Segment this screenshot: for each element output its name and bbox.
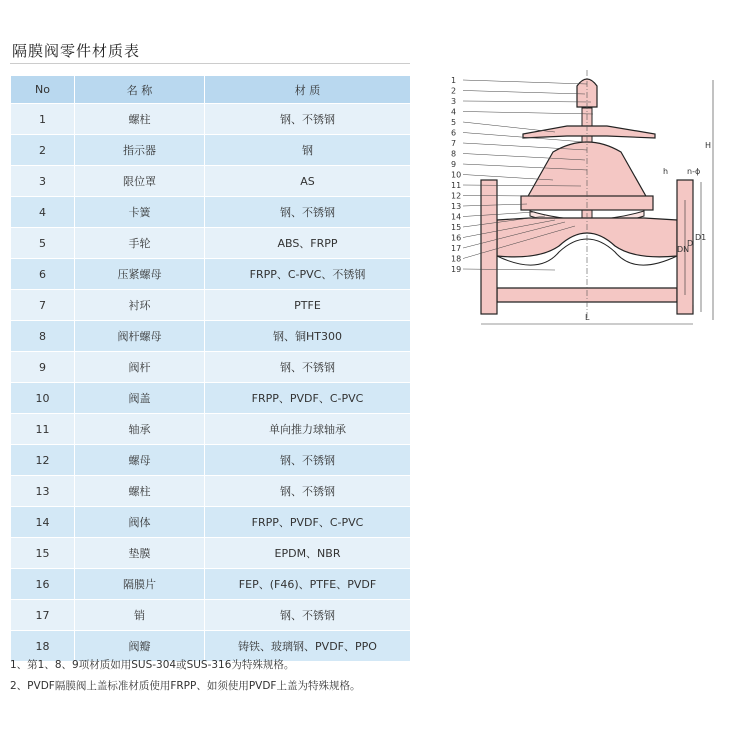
table-row <box>11 538 411 569</box>
cell-name: 压紧螺母 <box>75 259 205 290</box>
cell-no: 15 <box>11 538 75 569</box>
cell-no: 3 <box>11 166 75 197</box>
cell-material: EPDM、NBR <box>205 538 411 569</box>
dim-n-phi-label: n-ϕ <box>687 167 701 176</box>
cell-name: 手轮 <box>75 228 205 259</box>
notes <box>10 655 360 697</box>
callout-leader <box>463 101 591 102</box>
page-title: 隔膜阀零件材质表 <box>12 42 141 60</box>
callout-label: 19 <box>451 265 462 274</box>
table-row <box>11 104 411 135</box>
cell-material: 钢、不锈钢 <box>205 352 411 383</box>
valve-diagram <box>435 70 720 345</box>
table-row <box>11 352 411 383</box>
cell-no: 16 <box>11 569 75 600</box>
cell-material: 铸铁、玻璃钢、PVDF、PPO <box>205 631 411 662</box>
cell-name: 螺柱 <box>75 476 205 507</box>
table-row <box>11 414 411 445</box>
cell-name: 阀杆 <box>75 352 205 383</box>
cell-no: 13 <box>11 476 75 507</box>
cell-name: 隔膜片 <box>75 569 205 600</box>
cell-no: 9 <box>11 352 75 383</box>
dim-l-label: L <box>585 313 590 322</box>
cell-name: 垫膜 <box>75 538 205 569</box>
cell-no: 14 <box>11 507 75 538</box>
table-row <box>11 383 411 414</box>
cell-material: FEP、(F46)、PTFE、PVDF <box>205 569 411 600</box>
cell-material: AS <box>205 166 411 197</box>
cell-material: PTFE <box>205 290 411 321</box>
title-divider <box>10 63 410 64</box>
flange-left <box>481 180 497 314</box>
callout-leader <box>463 91 585 95</box>
cell-name: 阀瓣 <box>75 631 205 662</box>
cell-name: 螺柱 <box>75 104 205 135</box>
cell-material: 钢、不锈钢 <box>205 445 411 476</box>
cell-name: 卡簧 <box>75 197 205 228</box>
header-no: No <box>11 76 75 104</box>
callout-label: 12 <box>451 191 462 201</box>
table-row <box>11 507 411 538</box>
callout-label: 4 <box>451 107 457 117</box>
cell-material: FRPP、PVDF、C-PVC <box>205 507 411 538</box>
cell-no: 11 <box>11 414 75 445</box>
cell-material: 钢、不锈钢 <box>205 104 411 135</box>
callout-leader <box>463 122 555 132</box>
header-material: 材 质 <box>205 76 411 104</box>
callout-leader <box>463 212 535 217</box>
callout-label: 15 <box>451 223 462 232</box>
cell-name: 轴承 <box>75 414 205 445</box>
table-row <box>11 569 411 600</box>
cell-name: 销 <box>75 600 205 631</box>
table-row <box>11 197 411 228</box>
callout-label: 8 <box>451 149 457 159</box>
cell-name: 指示器 <box>75 135 205 166</box>
cell-no: 4 <box>11 197 75 228</box>
callout-label: 11 <box>451 181 462 190</box>
cell-no: 8 <box>11 321 75 352</box>
callout-label: 16 <box>451 233 462 243</box>
cell-no: 1 <box>11 104 75 135</box>
table-body <box>11 104 411 662</box>
dim-d1-label: D1 <box>695 233 707 242</box>
cell-no: 6 <box>11 259 75 290</box>
dim-dn-label: DN <box>677 245 690 254</box>
cell-name: 衬环 <box>75 290 205 321</box>
cell-no: 7 <box>11 290 75 321</box>
callout-label: 9 <box>451 160 457 169</box>
callout-label: 3 <box>451 97 457 106</box>
cell-material: 钢、不锈钢 <box>205 600 411 631</box>
callout-label: 18 <box>451 254 462 264</box>
callout-label: 13 <box>451 202 462 211</box>
callout-label: 2 <box>451 86 457 96</box>
dim-h-label: H <box>705 141 712 150</box>
cell-no: 5 <box>11 228 75 259</box>
materials-table <box>10 75 411 662</box>
cell-material: 钢、不锈钢 <box>205 197 411 228</box>
cell-name: 螺母 <box>75 445 205 476</box>
cell-material: FRPP、PVDF、C-PVC <box>205 383 411 414</box>
callout-label: 5 <box>451 118 457 127</box>
cell-material: 钢、铜HT300 <box>205 321 411 352</box>
cell-no: 10 <box>11 383 75 414</box>
callout-label: 17 <box>451 244 462 253</box>
table-row <box>11 321 411 352</box>
table-row <box>11 259 411 290</box>
table-row <box>11 135 411 166</box>
callout-label: 1 <box>451 76 457 85</box>
dim-h-small-label: h <box>663 167 669 176</box>
callout-label: 6 <box>451 128 457 138</box>
cell-no: 2 <box>11 135 75 166</box>
cell-name: 阀体 <box>75 507 205 538</box>
table-row <box>11 228 411 259</box>
note-2: 2、PVDF隔膜阀上盖标准材质使用FRPP、如须使用PVDF上盖为特殊规格。 <box>10 680 361 692</box>
callout-label: 7 <box>451 139 457 148</box>
cell-name: 限位罩 <box>75 166 205 197</box>
cell-material: ABS、FRPP <box>205 228 411 259</box>
table-row <box>11 476 411 507</box>
cell-name: 阀杆螺母 <box>75 321 205 352</box>
handwheel <box>523 126 655 138</box>
header-name: 名 称 <box>75 76 205 104</box>
table-row <box>11 600 411 631</box>
table-row <box>11 445 411 476</box>
cell-material: FRPP、C-PVC、不锈钢 <box>205 259 411 290</box>
table-row <box>11 290 411 321</box>
cell-name: 阀盖 <box>75 383 205 414</box>
cell-material: 钢、不锈钢 <box>205 476 411 507</box>
table-row <box>11 166 411 197</box>
callout-label: 10 <box>451 170 462 180</box>
callout-leader <box>463 80 587 84</box>
dim-d-label: D <box>687 239 694 248</box>
note-1: 1、第1、8、9项材质如用SUS-304或SUS-316为特殊规格。 <box>10 659 295 671</box>
table-header-row <box>11 76 411 104</box>
cell-material: 钢 <box>205 135 411 166</box>
cell-no: 17 <box>11 600 75 631</box>
callout-leader <box>463 112 593 115</box>
callout-label: 14 <box>451 212 462 222</box>
cell-no: 12 <box>11 445 75 476</box>
cell-no: 18 <box>11 631 75 662</box>
cell-material: 单向推力球轴承 <box>205 414 411 445</box>
